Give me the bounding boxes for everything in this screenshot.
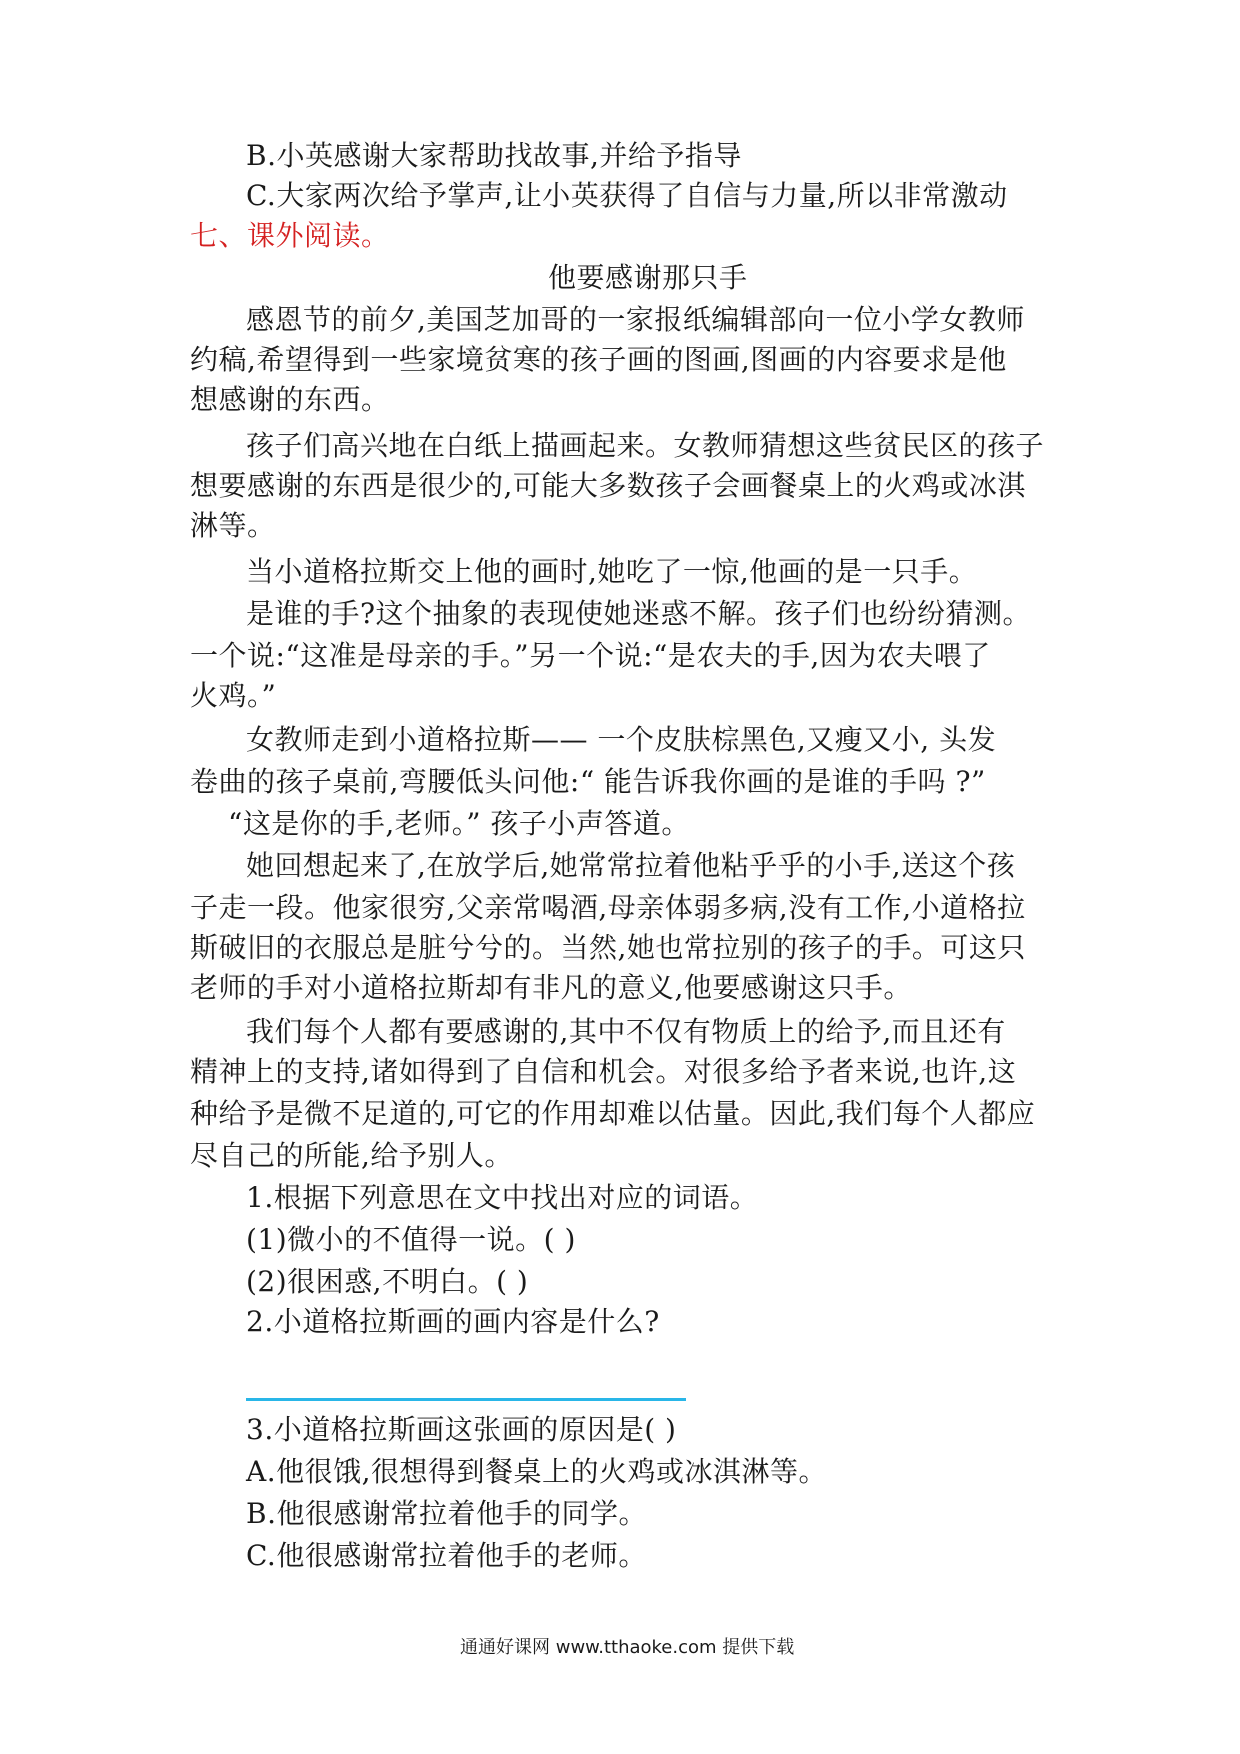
passage-line: 火鸡。”: [190, 679, 277, 712]
question-2: 2.小道格拉斯画的画内容是什么?: [246, 1305, 660, 1338]
passage-line: 孩子们高兴地在白纸上描画起来。女教师猜想这些贫民区的孩子: [246, 429, 1045, 462]
passage-line: 精神上的支持,诸如得到了自信和机会。对很多给予者来说,也许,这: [190, 1055, 1017, 1088]
passage-line: 她回想起来了,在放学后,她常常拉着他粘乎乎的小手,送这个孩: [246, 849, 1016, 882]
question-1: 1.根据下列意思在文中找出对应的词语。: [246, 1181, 759, 1214]
option-c: C.他很感谢常拉着他手的老师。: [246, 1539, 647, 1572]
question-3: 3.小道格拉斯画这张画的原因是( ): [246, 1413, 677, 1446]
passage-line: 女教师走到小道格拉斯—— 一个皮肤棕黑色,又瘦又小, 头发: [246, 723, 997, 756]
passage-line: 我们每个人都有要感谢的,其中不仅有物质上的给予,而且还有: [246, 1015, 1006, 1048]
passage-line: 想要感谢的东西是很少的,可能大多数孩子会画餐桌上的火鸡或冰淇: [190, 469, 1026, 502]
passage-line: 约稿,希望得到一些家境贫寒的孩子画的图画,图画的内容要求是他: [190, 343, 1007, 376]
option-b-prev: B.小英感谢大家帮助找故事,并给予指导: [246, 139, 742, 172]
passage-line: 是谁的手?这个抽象的表现使她迷惑不解。孩子们也纷纷猜测。: [246, 597, 1032, 630]
question-1-1: (1)微小的不值得一说。( ): [246, 1223, 576, 1256]
passage-line: 感恩节的前夕,美国芝加哥的一家报纸编辑部向一位小学女教师: [246, 303, 1025, 336]
option-c-prev: C.大家两次给予掌声,让小英获得了自信与力量,所以非常激动: [246, 179, 1008, 212]
passage-line: 尽自己的所能,给予别人。: [190, 1139, 513, 1172]
passage-line: 种给予是微不足道的,可它的作用却难以估量。因此,我们每个人都应: [190, 1097, 1036, 1130]
option-a: A.他很饿,很想得到餐桌上的火鸡或冰淇淋等。: [246, 1455, 828, 1488]
passage-line: 卷曲的孩子桌前,弯腰低头问他:“ 能告诉我你画的是谁的手吗 ?”: [190, 765, 986, 798]
question-1-2: (2)很困惑,不明白。( ): [246, 1265, 529, 1298]
article-title: 他要感谢那只手: [548, 261, 748, 294]
passage-line: 子走一段。他家很穷,父亲常喝酒,母亲体弱多病,没有工作,小道格拉: [190, 891, 1026, 924]
footer-credit: 通通好课网 www.tthaoke.com 提供下载: [460, 1637, 795, 1658]
passage-line: 淋等。: [190, 509, 276, 542]
passage-line: “这是你的手,老师。” 孩子小声答道。: [228, 807, 690, 840]
section-heading: 七、课外阅读。: [190, 219, 390, 252]
passage-line: 斯破旧的衣服总是脏兮兮的。当然,她也常拉别的孩子的手。可这只: [190, 931, 1026, 964]
answer-line[interactable]: [246, 1398, 686, 1401]
option-b: B.他很感谢常拉着他手的同学。: [246, 1497, 647, 1530]
passage-line: 老师的手对小道格拉斯却有非凡的意义,他要感谢这只手。: [190, 971, 912, 1004]
passage-line: 想感谢的东西。: [190, 383, 390, 416]
passage-line: 一个说:“这准是母亲的手。”另一个说:“是农夫的手,因为农夫喂了: [190, 639, 991, 672]
passage-line: 当小道格拉斯交上他的画时,她吃了一惊,他画的是一只手。: [246, 555, 978, 588]
